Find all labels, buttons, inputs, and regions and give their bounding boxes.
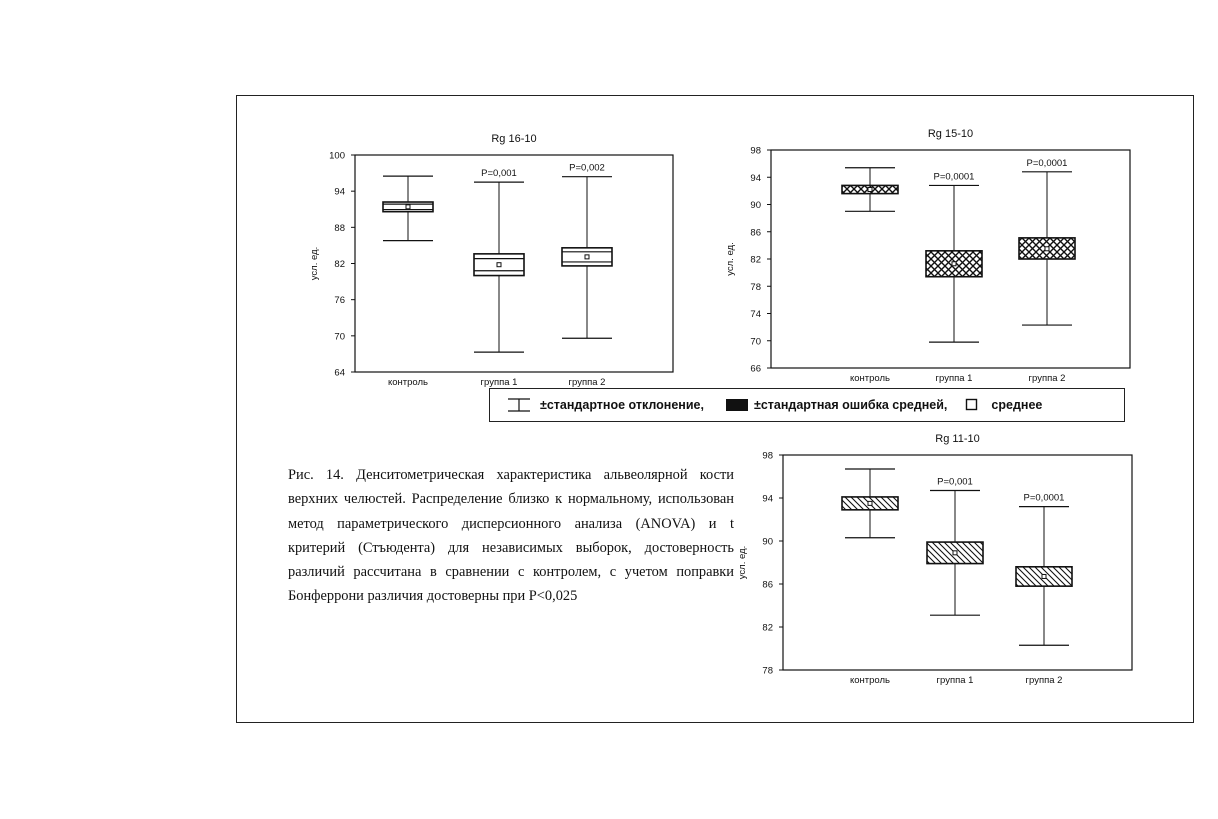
- mean-marker: [868, 501, 872, 505]
- x-tick-label: группа 1: [935, 373, 973, 384]
- p-value-label: P=0,001: [937, 476, 973, 488]
- y-tick-label: 78: [750, 281, 761, 293]
- y-tick-label: 70: [334, 331, 345, 343]
- y-tick-label: 94: [334, 186, 345, 198]
- legend-item-std-err: [726, 398, 947, 412]
- figure-caption: Рис. 14. Денситометрическая характеристика альвеолярной кости верхних челюстей. Распределение близко к нормальному, использован метод параметрического дисперсионного анализа (ANOVA) и t критерий (Стъюдента) для независимых выборок, достоверность различий рассчитана в сравнении с контролем, с учетом поправки Бонферрони различия достоверны при Р<0,025: [288, 467, 734, 605]
- legend-item-std-dev: [504, 397, 704, 413]
- square-marker-icon: [965, 398, 979, 412]
- legend-item-mean: [965, 398, 1042, 412]
- legend-std-err-label: ±стандартная ошибка средней,: [753, 398, 948, 412]
- mean-marker: [1042, 574, 1046, 578]
- y-tick-label: 98: [762, 450, 773, 462]
- y-axis-label: усл. ед.: [309, 246, 320, 281]
- chart-title: Rg 11-10: [935, 433, 980, 445]
- y-tick-label: 90: [750, 200, 761, 211]
- p-value-label: P=0,0001: [1023, 492, 1065, 504]
- y-tick-label: 64: [334, 367, 345, 379]
- y-tick-label: 82: [762, 622, 773, 634]
- whisker-symbol-icon: [504, 397, 534, 413]
- p-value-label: P=0,0001: [933, 171, 975, 183]
- x-tick-label: контроль: [850, 373, 890, 384]
- y-tick-label: 76: [334, 295, 345, 307]
- x-tick-label: группа 1: [480, 377, 518, 388]
- y-tick-label: 90: [762, 536, 773, 548]
- legend: [489, 388, 1125, 422]
- p-value-label: P=0,0001: [1026, 157, 1068, 169]
- y-tick-label: 88: [334, 222, 345, 234]
- y-tick-label: 66: [750, 363, 761, 375]
- y-tick-label: 82: [334, 259, 345, 270]
- x-tick-label: контроль: [388, 377, 428, 388]
- x-tick-label: группа 2: [1025, 675, 1063, 686]
- y-axis-label: усл. ед.: [737, 545, 748, 580]
- y-tick-label: 86: [762, 579, 773, 591]
- y-tick-label: 82: [750, 254, 761, 266]
- x-tick-label: группа 1: [936, 675, 974, 686]
- y-tick-label: 100: [329, 150, 345, 162]
- legend-mean-label: среднее: [991, 398, 1043, 412]
- y-tick-label: 78: [762, 665, 773, 677]
- x-tick-label: группа 2: [1028, 373, 1066, 384]
- chart-title: Rg 16-10: [491, 133, 537, 145]
- y-tick-label: 74: [750, 309, 761, 320]
- p-value-label: P=0,002: [569, 162, 605, 174]
- x-tick-label: контроль: [850, 675, 890, 686]
- y-tick-label: 98: [750, 145, 761, 157]
- legend-std-dev-label: ±стандартное отклонение,: [540, 398, 704, 412]
- p-value-label: P=0,001: [481, 168, 517, 180]
- x-tick-label: группа 2: [568, 377, 606, 388]
- y-axis-label: усл. ед.: [725, 242, 736, 276]
- y-tick-label: 94: [762, 493, 773, 505]
- filled-box-symbol-icon: [726, 399, 748, 411]
- chart-title: Rg 15-10: [927, 128, 974, 140]
- y-tick-label: 70: [750, 336, 761, 348]
- mean-marker: [953, 551, 957, 555]
- y-tick-label: 86: [750, 227, 761, 239]
- y-tick-label: 94: [750, 172, 761, 184]
